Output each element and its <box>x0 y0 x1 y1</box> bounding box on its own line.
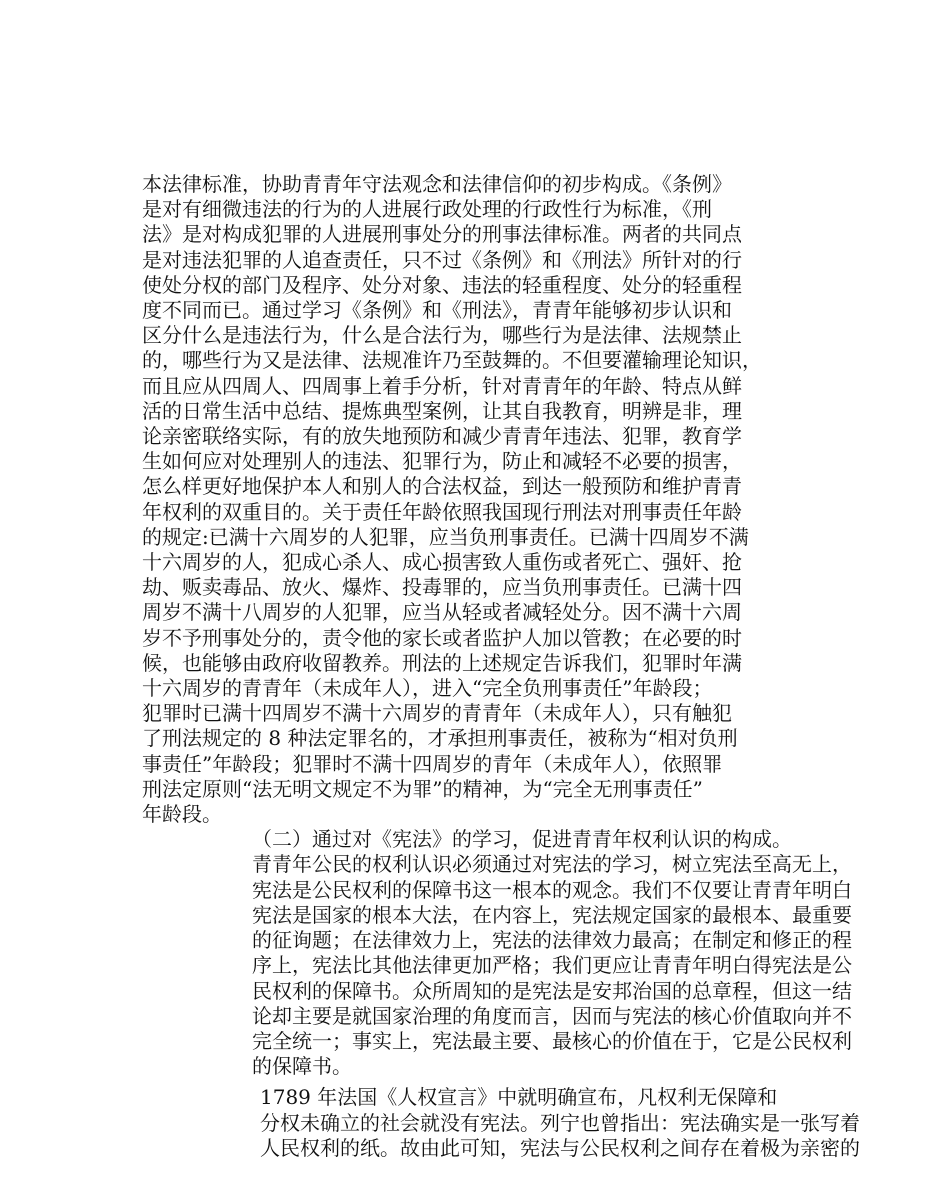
text-line: 人民权利的纸。故由此可知，宪法与公民权利之间存在着极为亲密的 <box>260 1135 860 1160</box>
text-line: 活的日常生活中总结、提炼典型案例，让其自我教育，明辨是非，理 <box>142 398 742 423</box>
text-line: 生如何应对处理别人的违法、犯罪行为，防止和减轻不必要的损害， <box>142 449 742 474</box>
text-line: 而且应从四周人、四周事上着手分析，针对青青年的年龄、特点从鲜 <box>142 373 742 398</box>
text-line: 的规定:已满十六周岁的人犯罪，应当负刑事责任。已满十四周岁不满 <box>142 524 749 549</box>
text-line: 十六周岁的青青年（未成年人），进入“完全负刑事责任”年龄段； <box>142 676 713 701</box>
text-line: 分权未确立的社会就没有宪法。列宁也曾指出：宪法确实是一张写着 <box>260 1110 860 1135</box>
text-line: 区分什么是违法行为，什么是合法行为，哪些行为是法律、法规禁止 <box>142 323 742 348</box>
text-line: 法》是对构成犯罪的人进展刑事处分的刑事法律标准。两者的共同点 <box>142 222 742 247</box>
text-line: 了刑法规定的 8 种法定罪名的，才承担刑事责任，被称为“相对负刑 <box>142 726 738 751</box>
text-line: 事责任”年龄段；犯罪时不满十四周岁的青年（未成年人），依照罪 <box>142 751 723 776</box>
text-line: 年龄段。 <box>142 802 222 827</box>
text-line: 1789 年法国《人权宣言》中就明确宣布，凡权利无保障和 <box>260 1085 778 1110</box>
text-line: 岁不予刑事处分的，责令他的家长或者监护人加以管教；在必要的时 <box>142 625 742 650</box>
text-line: 年权利的双重目的。关于责任年龄依照我国现行刑法对刑事责任年龄 <box>142 499 742 524</box>
text-line: 完全统一；事实上，宪法最主要、最核心的价值在于，它是公民权利 <box>252 1028 852 1053</box>
text-line: 论亲密联络实际，有的放失地预防和减少青青年违法、犯罪，教育学 <box>142 424 742 449</box>
text-line: 本法律标准，协助青青年守法观念和法律信仰的初步构成。《条例》 <box>142 172 732 196</box>
text-line: 劫、贩卖毒品、放火、爆炸、投毒罪的，应当负刑事责任。已满十四 <box>142 575 742 600</box>
text-line: （二）通过对《宪法》的学习，促进青青年权利认识的构成。 <box>252 827 792 852</box>
text-line: 候，也能够由政府收留教养。刑法的上述规定告诉我们，犯罪时年满 <box>142 650 742 675</box>
text-line: 刑法定原则“法无明文规定不为罪”的精神，为“完全无刑事责任” <box>142 776 703 801</box>
text-line: 怎么样更好地保护本人和别人的合法权益，到达一般预防和维护青青 <box>142 474 742 499</box>
paragraph-rights-declaration <box>142 1085 860 1161</box>
paragraph-juvenile-law <box>142 172 822 827</box>
text-line: 度不同而已。通过学习《条例》和《刑法》，青青年能够初步认识和 <box>142 298 732 323</box>
text-line: 论却主要是就国家治理的角度而言，因而与宪法的核心价值取向并不 <box>252 1003 852 1028</box>
text-line: 的保障书。 <box>252 1054 352 1079</box>
text-line: 的，哪些行为又是法律、法规准许乃至鼓舞的。不但要灌输理论知识， <box>142 348 762 373</box>
text-line: 的征询题；在法律效力上，宪法的法律效力最高；在制定和修正的程 <box>252 928 852 953</box>
text-line: 周岁不满十八周岁的人犯罪，应当从轻或者减轻处分。因不满十六周 <box>142 600 742 625</box>
text-line: 青青年公民的权利认识必须通过对宪法的学习，树立宪法至高无上， <box>252 852 852 877</box>
text-line: 是对有细微违法的行为的人进展行政处理的行政性行为标准，《刑 <box>142 197 712 222</box>
text-line: 民权利的保障书。众所周知的是宪法是安邦治国的总章程，但这一结 <box>252 978 852 1003</box>
text-line: 是对违法犯罪的人追查责任，只不过《条例》和《刑法》所针对的行 <box>142 247 742 272</box>
text-line: 序上，宪法比其他法律更加严格；我们更应让青青年明白得宪法是公 <box>252 953 852 978</box>
text-line: 十六周岁的人，犯成心杀人、成心损害致人重伤或者死亡、强奸、抢 <box>142 550 742 575</box>
text-line: 宪法是公民权利的保障书这一根本的观念。我们不仅要让青青年明白 <box>252 877 852 902</box>
text-line: 犯罪时已满十四周岁不满十六周岁的青青年（未成年人），只有触犯 <box>142 701 732 726</box>
paragraph-constitution-study <box>142 827 852 1079</box>
text-line: 宪法是国家的根本大法，在内容上，宪法规定国家的最根本、最重要 <box>252 902 852 927</box>
document-body <box>142 172 860 1161</box>
text-line: 使处分权的部门及程序、处分对象、违法的轻重程度、处分的轻重程 <box>142 272 742 297</box>
